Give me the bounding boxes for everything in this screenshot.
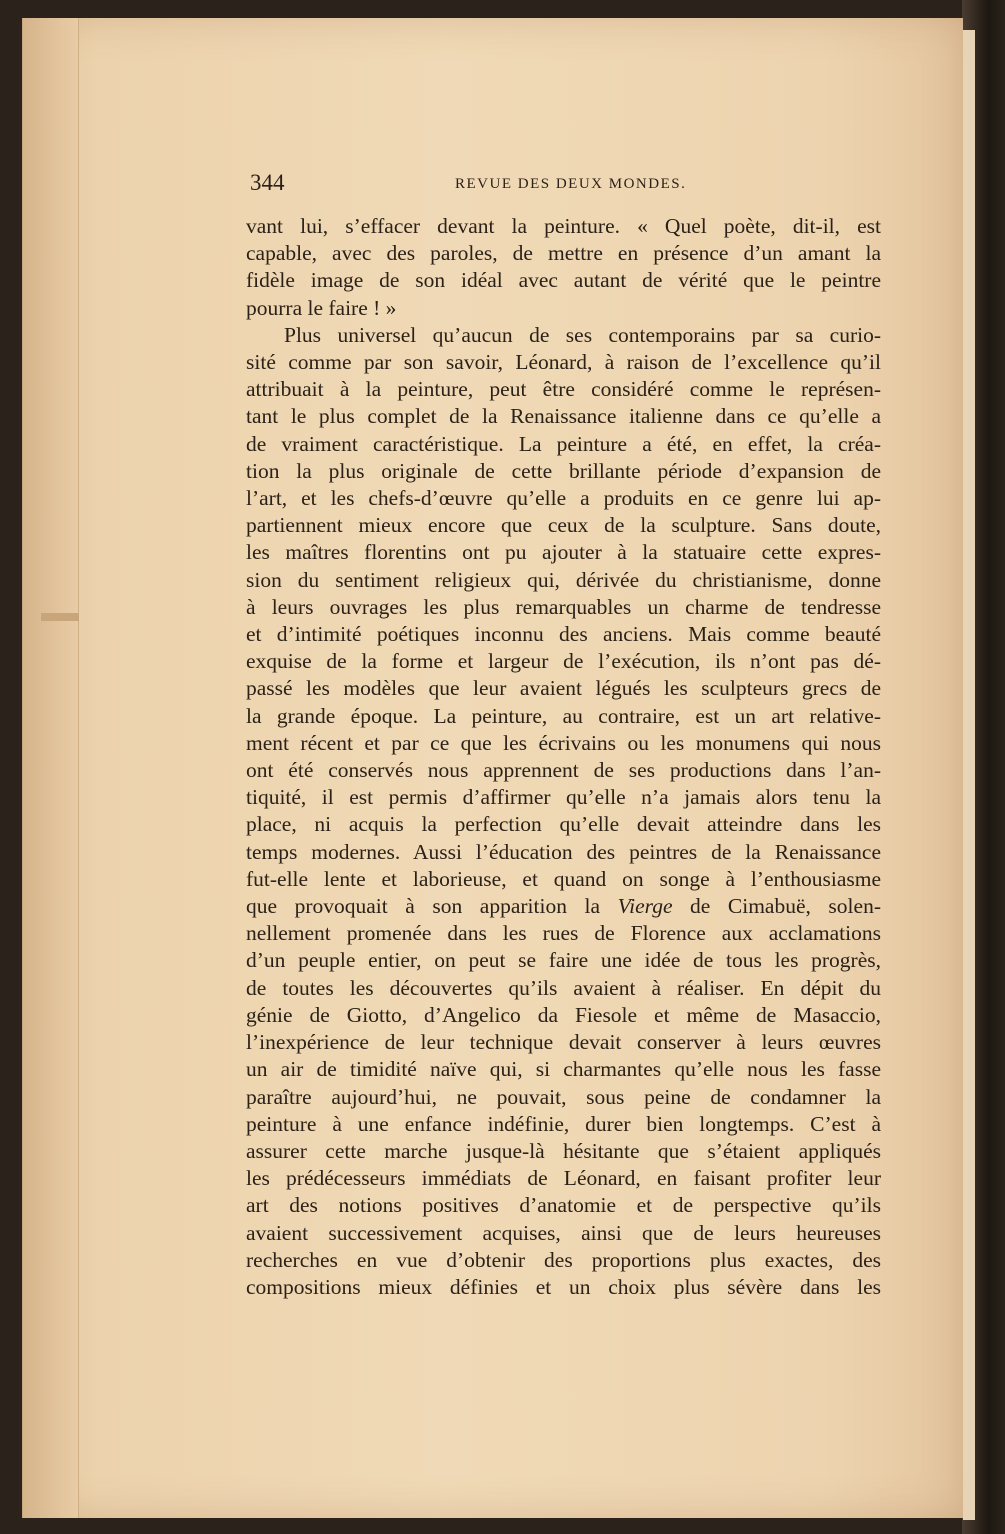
text-line: de vraiment caractéristique. La peinture a été, en effet, la créa- bbox=[246, 431, 881, 456]
text-line: un air de timidité naïve qui, si charmantes qu’elle nous les fasse bbox=[246, 1057, 881, 1082]
paragraph-2 bbox=[246, 322, 881, 1301]
text-line: attribuait à la peinture, peut être considéré comme le représen- bbox=[246, 377, 881, 402]
text-line: d’un peuple entier, on peut se faire une idée de tous les progrès, bbox=[246, 948, 881, 973]
text-line: compositions mieux définies et un choix plus sévère dans les bbox=[246, 1274, 881, 1299]
text-line: art des notions positives d’anatomie et de perspective qu’ils bbox=[246, 1193, 881, 1218]
text-line: la grande époque. La peinture, au contraire, est un art relative- bbox=[246, 703, 881, 728]
text-line: les prédécesseurs immédiats de Léonard, en faisant profiter leur bbox=[246, 1166, 881, 1191]
text-line: paraître aujourd’hui, ne pouvait, sous peine de condamner la bbox=[246, 1084, 881, 1109]
text-line: tiquité, il est permis d’affirmer qu’elle n’a jamais alors tenu la bbox=[246, 785, 881, 810]
text-segment: que provoquait à son apparition la bbox=[246, 894, 618, 919]
text-line: tant le plus complet de la Renaissance italienne dans ce qu’elle a bbox=[246, 404, 881, 429]
text-segment: de Cimabuë, solen- bbox=[672, 894, 881, 919]
text-line: ont été conservés nous apprennent de ses productions dans l’an- bbox=[246, 758, 881, 783]
text-line: ment récent et par ce que les écrivains ou les monumens qui nous bbox=[246, 730, 881, 755]
text-line: Plus universel qu’aucun de ses contemporains par sa curio- bbox=[284, 322, 881, 347]
text-line-vierge bbox=[246, 893, 881, 920]
text-line: assurer cette marche jusque-là hésitante que s’étaient appliqués bbox=[246, 1138, 881, 1163]
text-line: génie de Giotto, d’Angelico da Fiesole et même de Masaccio, bbox=[246, 1002, 881, 1027]
text-line: fut-elle lente et laborieuse, et quand on songe à l’enthousiasme bbox=[246, 866, 881, 891]
text-line: et d’intimité poétiques inconnu des anciens. Mais comme beauté bbox=[246, 622, 881, 647]
paragraph-1 bbox=[246, 213, 881, 322]
page-header bbox=[250, 170, 880, 200]
text-line: peinture à une enfance indéfinie, durer bien longtemps. C’est à bbox=[246, 1111, 881, 1136]
text-line: tion la plus originale de cette brillante période d’expansion de bbox=[246, 458, 881, 483]
text-line: l’inexpérience de leur technique devait conserver à leurs œuvres bbox=[246, 1030, 881, 1055]
text-line: temps modernes. Aussi l’éducation des peintres de la Renaissance bbox=[246, 839, 881, 864]
text-line: partiennent mieux encore que ceux de la sculpture. Sans doute, bbox=[246, 513, 881, 538]
page-fold-margin bbox=[23, 18, 79, 1518]
text-line: recherches en vue d’obtenir des proportions plus exactes, des bbox=[246, 1247, 881, 1272]
text-line: pourra le faire ! » bbox=[246, 295, 397, 320]
text-line: l’art, et les chefs-d’œuvre qu’elle a produits en ce genre lui ap- bbox=[246, 486, 881, 511]
text-line: place, ni acquis la perfection qu’elle devait atteindre dans les bbox=[246, 812, 881, 837]
text-line: nellement promenée dans les rues de Florence aux acclamations bbox=[246, 921, 881, 946]
text-line: avaient successivement acquises, ainsi que de leurs heureuses bbox=[246, 1220, 881, 1245]
text-line: les maîtres florentins ont pu ajouter à la statuaire cette expres- bbox=[246, 540, 881, 565]
text-line: vant lui, s’effacer devant la peinture. « Quel poète, dit-il, est bbox=[246, 214, 881, 238]
page-number: 344 bbox=[250, 170, 285, 195]
text-line: de toutes les découvertes qu’ils avaient à réaliser. En dépit du bbox=[246, 975, 881, 1000]
adjacent-page-edge bbox=[963, 30, 975, 1520]
text-line: sion du sentiment religieux qui, dérivée du christianisme, donne bbox=[246, 567, 881, 592]
text-line: passé les modèles que leur avaient légués les sculpteurs grecs de bbox=[246, 676, 881, 701]
text-line: à leurs ouvrages les plus remarquables un charme de tendresse bbox=[246, 594, 881, 619]
text-line: fidèle image de son idéal avec autant de vérité que le peintre bbox=[246, 268, 881, 293]
text-line: sité comme par son savoir, Léonard, à raison de l’excellence qu’il bbox=[246, 350, 881, 375]
text-line: exquise de la forme et largeur de l’exécution, ils n’ont pas dé- bbox=[246, 649, 881, 674]
body-text bbox=[246, 213, 881, 1301]
fold-crease bbox=[41, 613, 79, 621]
running-title: REVUE DES DEUX MONDES. bbox=[455, 176, 687, 192]
text-line: capable, avec des paroles, de mettre en présence d’un amant la bbox=[246, 241, 881, 266]
italic-title-vierge: Vierge bbox=[617, 894, 673, 919]
